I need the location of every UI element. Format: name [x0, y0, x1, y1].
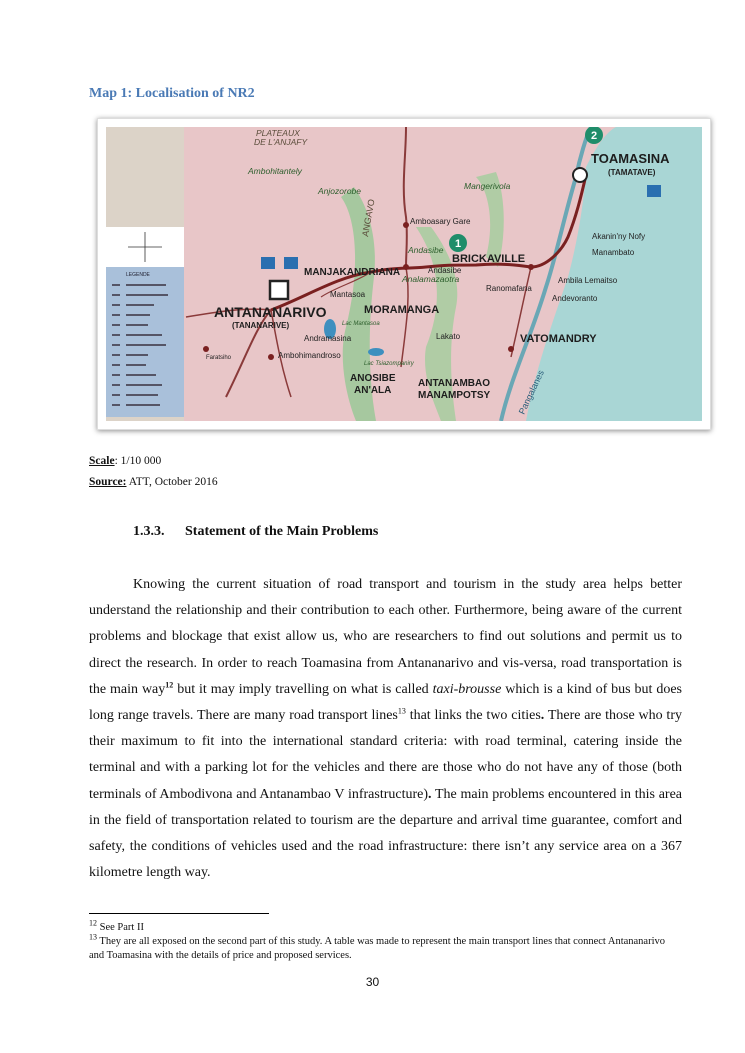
svg-text:Ambohitantely: Ambohitantely [248, 166, 302, 176]
svg-text:Lakato: Lakato [436, 332, 461, 341]
airport-icon [261, 257, 275, 269]
legend-title: LEGENDE [126, 272, 150, 278]
svg-text:MANAMPOTSY: MANAMPOTSY [418, 390, 491, 401]
svg-text:Ranomafana: Ranomafana [486, 284, 532, 293]
svg-text:1: 1 [454, 238, 462, 250]
svg-text:Amboasary Gare: Amboasary Gare [410, 217, 471, 226]
svg-text:TOAMASINA: TOAMASINA [591, 151, 670, 166]
footnote-12: $^{12}$ See Part II [89, 918, 144, 933]
scale-line: Scale: 1/10 000 [89, 455, 162, 467]
svg-text:Anjozorobe: Anjozorobe [318, 186, 362, 196]
svg-text:ANTANANARIVO: ANTANANARIVO [214, 304, 327, 320]
svg-text:ANTANAMBAO: ANTANAMBAO [418, 378, 491, 389]
svg-text:ANOSIBE: ANOSIBE [350, 373, 396, 384]
airport-icon [647, 185, 661, 197]
hotel-icon [284, 257, 298, 269]
svg-text:BRICKAVILLE: BRICKAVILLE [452, 253, 526, 265]
svg-text:VATOMANDRY: VATOMANDRY [520, 333, 597, 345]
svg-text:Lac Tsiazompaniry: Lac Tsiazompaniry [364, 361, 414, 367]
antananarivo-marker [270, 281, 288, 299]
svg-text:AN'ALA: AN'ALA [354, 385, 392, 396]
svg-text:Andramasina: Andramasina [304, 334, 352, 343]
svg-text:Andasibe: Andasibe [428, 266, 462, 275]
section-heading [133, 524, 378, 540]
footnote-ref-13: 13 [397, 706, 406, 716]
source-line: Source: ATT, October 2016 [89, 476, 218, 488]
svg-text:Pangalanes: Pangalanes [516, 368, 546, 416]
svg-text:ANGAVO: ANGAVO [360, 198, 377, 238]
svg-text:MANJAKANDRIANA: MANJAKANDRIANA [304, 267, 401, 278]
svg-text:Ambohimandroso: Ambohimandroso [278, 351, 341, 360]
section-title: Statement of the Main Problems [185, 524, 379, 539]
footnote-13: $^{13}$ They are all exposed on the second part of this study. A table was made to represent the main transport lines that connect Antananarivo and Toamasina with the details of price and proposed services. [89, 932, 666, 961]
map-caption: Map 1: Localisation of NR2 [89, 86, 255, 101]
map-figure [97, 118, 711, 430]
svg-text:(TAMATAVE): (TAMATAVE) [608, 168, 656, 177]
svg-text:DE L'ANJAFY: DE L'ANJAFY [254, 137, 308, 147]
page-number: 30 [365, 975, 380, 989]
svg-text:Faratsiho: Faratsiho [206, 355, 232, 361]
svg-text:MORAMANGA: MORAMANGA [364, 304, 440, 316]
footnote-separator [89, 913, 269, 914]
svg-text:Akanin'ny Nofy: Akanin'ny Nofy [592, 232, 646, 241]
svg-text:Analamazaotra: Analamazaotra [402, 274, 460, 284]
svg-text:Ambila Lemaitso: Ambila Lemaitso [558, 276, 618, 285]
svg-text:2: 2 [590, 130, 598, 142]
svg-text:Andevoranto: Andevoranto [552, 294, 598, 303]
map-image [106, 127, 702, 421]
svg-text:(TANANARIVE): (TANANARIVE) [232, 321, 290, 330]
svg-text:Manambato: Manambato [592, 248, 635, 257]
toamasina-marker [573, 168, 587, 182]
svg-text:Mangerivola: Mangerivola [464, 181, 511, 191]
svg-text:Lac Mantasoa: Lac Mantasoa [342, 321, 380, 327]
body-paragraph: Knowing the current situation of road transport and tourism in the study area helps better understand the relationship and their contribution to each other. Furthermore, being aware of the current problems and blockage that exist allow us, who are researchers to find out solutions and permit us to direct the research. In order to reach Toamasina from Antananarivo and vis-versa, road transportation is the main way$^{12}$ but it may imply travelling on what is called taxi-brousse which is a kind of bus but does long range travels. There are many road transport lines$^{13}$ that links the two cities. There are those who try their maximum to fit into the international standard criteria: with road terminal, catering inside the terminal and with a parking lot for the vehicles and there are those who do not have any of those (both terminals of Ambodivona and Antanambao V infrastructure). The main problems encountered in this area in the field of transportation related to tourism are the departure and arrival time guarantee, comfort and safety, the conditions of vehicles used and the road infrastructure: there isn’t any service area on a 367 kilometre length way. [89, 577, 683, 881]
svg-text:PLATEAUX: PLATEAUX [256, 128, 300, 138]
section-number: 1.3.3. [133, 524, 165, 539]
footnote-ref-12: 12 [165, 680, 174, 690]
svg-text:Mantasoa: Mantasoa [330, 290, 366, 299]
svg-text:Andasibe: Andasibe [408, 245, 444, 255]
